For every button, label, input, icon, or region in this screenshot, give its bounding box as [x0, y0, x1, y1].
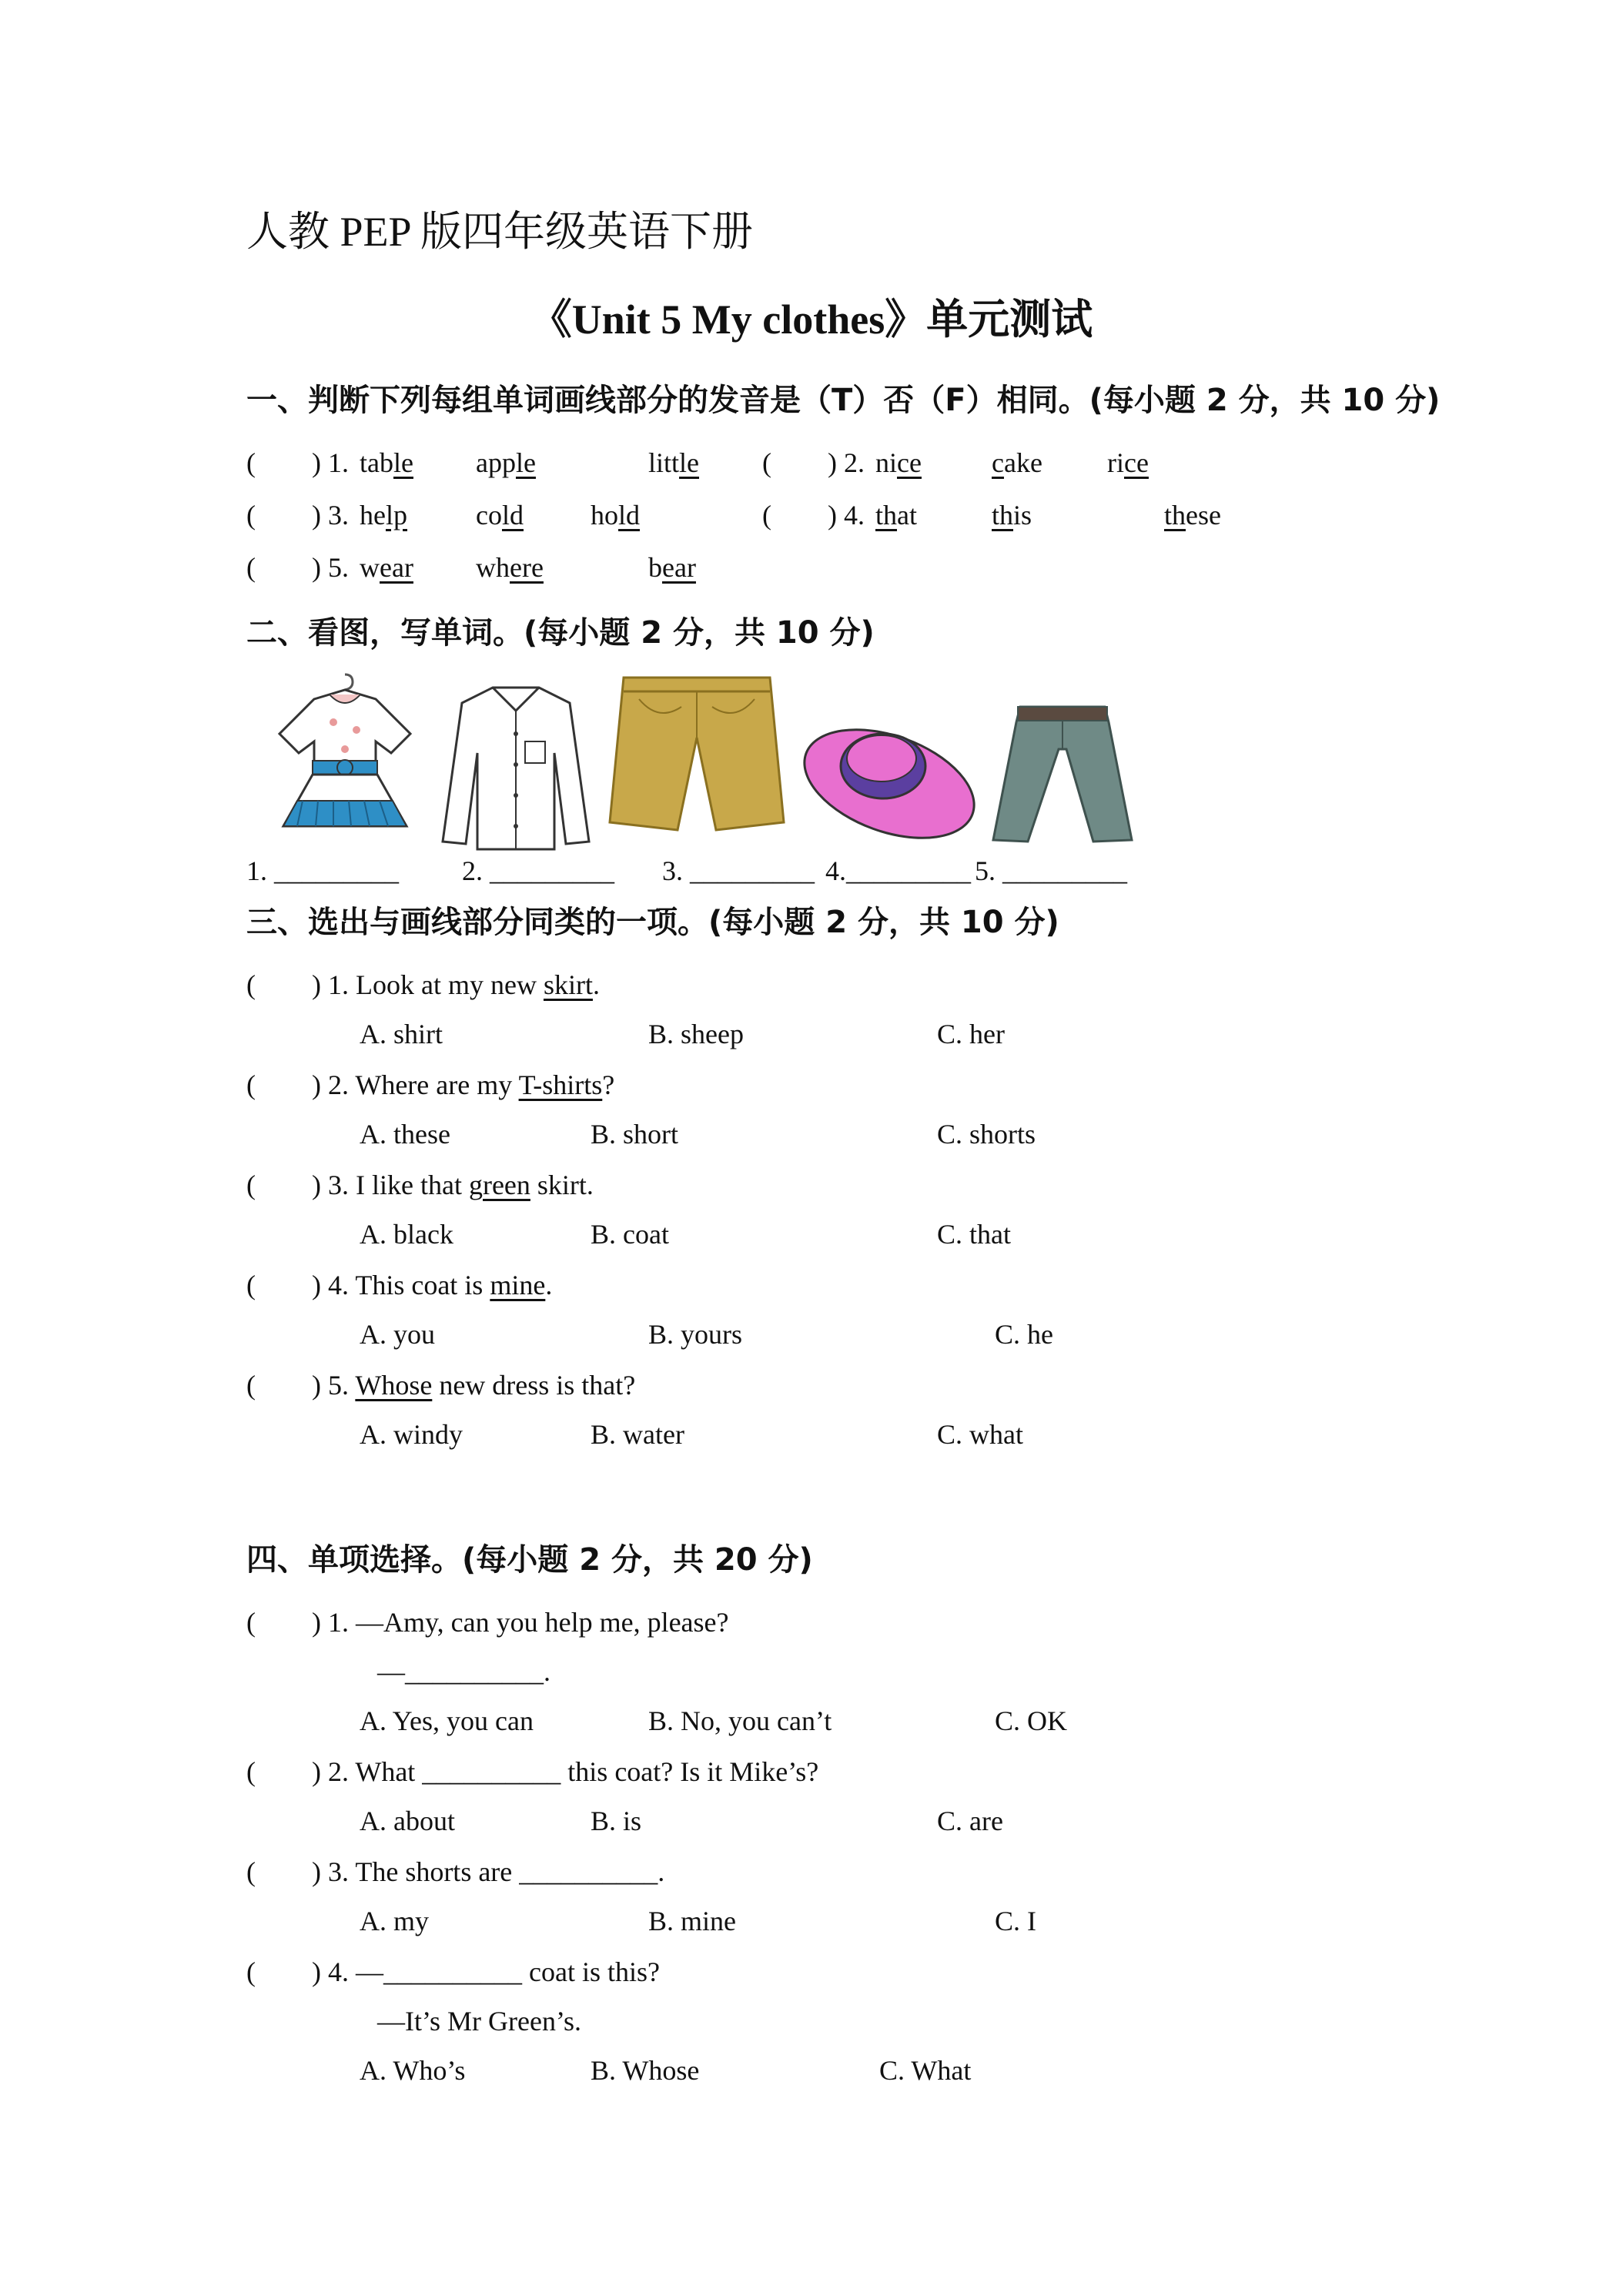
option-c[interactable]: C. what	[937, 1419, 1023, 1450]
option-a[interactable]: A. shirt	[360, 1019, 443, 1049]
question-number: ) 2.	[828, 447, 865, 478]
option-a[interactable]: A. black	[360, 1219, 453, 1250]
option-c[interactable]: C. What	[879, 2055, 972, 2086]
shirt-icon	[439, 676, 593, 853]
question-number: ) 5.	[312, 552, 349, 583]
answer-paren[interactable]: (	[246, 447, 256, 478]
option-b[interactable]: B. water	[591, 1419, 684, 1450]
word: table	[360, 447, 413, 478]
option-c[interactable]: C. he	[995, 1319, 1053, 1350]
question-number: ) 3.	[312, 500, 349, 530]
answer-blank-3[interactable]: 3. _________	[662, 855, 815, 886]
answer-paren[interactable]: (	[246, 552, 256, 583]
hat-icon	[797, 711, 982, 842]
section3-heading: 三、选出与画线部分同类的一项。(每小题 2 分，共 10 分)	[246, 905, 1059, 940]
answer-paren[interactable]: (	[246, 1756, 256, 1787]
word: bear	[648, 552, 696, 583]
answer-paren[interactable]: (	[762, 447, 771, 478]
question-text: ) 4. This coat is mine.	[312, 1270, 553, 1300]
option-b[interactable]: B. Whose	[591, 2055, 700, 2086]
option-b[interactable]: B. sheep	[648, 1019, 744, 1049]
option-c[interactable]: C. are	[937, 1806, 1003, 1836]
answer-paren[interactable]: (	[246, 1170, 256, 1200]
pants-icon	[986, 703, 1139, 845]
option-b[interactable]: B. is	[591, 1806, 642, 1836]
word: rice	[1107, 447, 1149, 478]
section1-heading: 一、判断下列每组单词画线部分的发音是（T）否（F）相同。(每小题 2 分，共 10 分)	[246, 383, 1441, 418]
section2-heading: 二、看图，写单词。(每小题 2 分，共 10 分)	[246, 615, 875, 651]
question-text: ) 2. Where are my T-shirts?	[312, 1069, 615, 1100]
word: little	[648, 447, 699, 478]
word: apple	[476, 447, 536, 478]
word: cake	[992, 447, 1042, 478]
question-number: ) 1.	[312, 447, 349, 478]
answer-paren[interactable]: (	[246, 1607, 256, 1638]
word: hold	[591, 500, 641, 530]
option-a[interactable]: A. Yes, you can	[360, 1705, 534, 1736]
answer-paren[interactable]: (	[246, 1856, 256, 1887]
word: nice	[875, 447, 922, 478]
answer-paren[interactable]: (	[246, 969, 256, 1000]
answer-blank-4[interactable]: 4._________	[825, 855, 971, 886]
clothes-pictures	[246, 668, 1139, 861]
question-text: ) 4. —__________ coat is this?	[312, 1956, 660, 1987]
word: wear	[360, 552, 413, 583]
answer-blank-2[interactable]: 2. _________	[462, 855, 614, 886]
answer-paren[interactable]: (	[246, 500, 256, 530]
question-text: ) 5. Whose new dress is that?	[312, 1370, 636, 1401]
answer-paren[interactable]: (	[246, 1956, 256, 1987]
reply-blank[interactable]: —__________.	[377, 1656, 550, 1687]
option-a[interactable]: A. you	[360, 1319, 435, 1350]
option-a[interactable]: A. windy	[360, 1419, 463, 1450]
word: help	[360, 500, 407, 530]
word: cold	[476, 500, 524, 530]
word: this	[992, 500, 1032, 530]
option-a[interactable]: A. about	[360, 1806, 455, 1836]
answer-blank-1[interactable]: 1. _________	[246, 855, 399, 886]
page-title: 人教 PEP 版四年级英语下册	[246, 209, 754, 255]
option-c[interactable]: C. I	[995, 1906, 1036, 1936]
option-a[interactable]: A. my	[360, 1906, 429, 1936]
option-a[interactable]: A. these	[360, 1119, 450, 1150]
option-c[interactable]: C. that	[937, 1219, 1011, 1250]
question-text: ) 1. —Amy, can you help me, please?	[312, 1607, 729, 1638]
answer-paren[interactable]: (	[246, 1270, 256, 1300]
word: that	[875, 500, 917, 530]
answer-blank-5[interactable]: 5. _________	[975, 855, 1127, 886]
option-c[interactable]: C. her	[937, 1019, 1005, 1049]
question-number: ) 4.	[828, 500, 865, 530]
option-c[interactable]: C. OK	[995, 1705, 1068, 1736]
question-text: ) 3. The shorts are __________.	[312, 1856, 665, 1887]
option-b[interactable]: B. No, you can’t	[648, 1705, 832, 1736]
word: these	[1164, 500, 1221, 530]
question-text: ) 3. I like that green skirt.	[312, 1170, 594, 1200]
unit-title: 《Unit 5 My clothes》单元测试	[530, 296, 1093, 343]
option-b[interactable]: B. short	[591, 1119, 679, 1150]
reply-text: —It’s Mr Green’s.	[377, 2006, 581, 2037]
question-text: ) 1. Look at my new skirt.	[312, 969, 600, 1000]
answer-paren[interactable]: (	[246, 1069, 256, 1100]
option-b[interactable]: B. mine	[648, 1906, 736, 1936]
question-text: ) 2. What __________ this coat? Is it Mike’s?	[312, 1756, 819, 1787]
answer-paren[interactable]: (	[246, 1370, 256, 1401]
section4-heading: 四、单项选择。(每小题 2 分，共 20 分)	[246, 1542, 813, 1578]
option-c[interactable]: C. shorts	[937, 1119, 1036, 1150]
answer-paren[interactable]: (	[762, 500, 771, 530]
option-a[interactable]: A. Who’s	[360, 2055, 466, 2086]
option-b[interactable]: B. yours	[648, 1319, 743, 1350]
shorts-icon	[608, 668, 785, 838]
dress-icon	[268, 668, 422, 845]
option-b[interactable]: B. coat	[591, 1219, 669, 1250]
word: where	[476, 552, 544, 583]
